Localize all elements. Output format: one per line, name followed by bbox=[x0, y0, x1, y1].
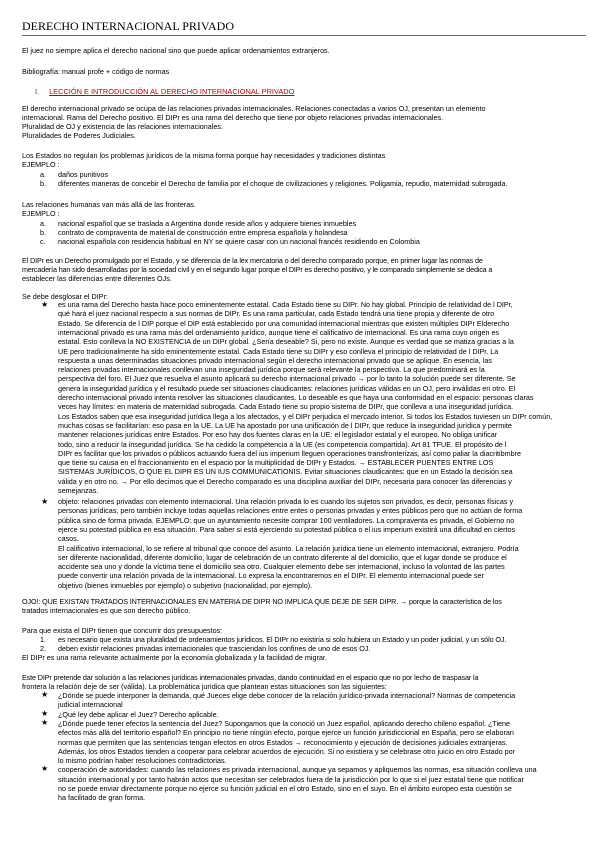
paragraph-line: ser diferente nacionalidad, diferente domicilio, lugar de celebración de un contrato diferente al del domicilio, que el lugar donde se produce el bbox=[58, 552, 507, 562]
star-bullet-icon: ★ bbox=[41, 690, 49, 699]
paragraph-line: El derecho internacional privado se ocupa de las relaciones privadas internacionales. Relaciones conectadas a varios OJ, presentan un elemento bbox=[22, 104, 486, 113]
paragraph-line: Estado. Se diferencia de l DIP porque el DIP está establecido por una comunidad internacional mientras que existen múltiples DIPr Elderecho bbox=[58, 318, 510, 328]
paragraph-line: casos. bbox=[58, 534, 79, 544]
paragraph-line: mantener relaciones jurídicas entre Estados. Por eso hay dos fuentes claras en la UE: el legislador estatal y el europeo. No obliga unificar bbox=[58, 430, 498, 440]
list-item: es necesario que exista una pluralidad de ordenamientos jurídicos. El DIPr no existiría si solo hubiera un Estado y un poder judicial, y un sólo OJ. bbox=[58, 635, 507, 644]
paragraph-line: Este DIPr pretende dar solución a las relaciones jurídicas internacionales privadas, dando continuidad en el espacio que no por lecho de traspasar la bbox=[22, 673, 479, 682]
section-title: LECCIÓN E INTRODUCCIÓN AL DERECHO INTERNACIONAL PRIVADO bbox=[49, 87, 295, 96]
paragraph-line: tratados internacionales es que son derecho público. bbox=[22, 606, 191, 615]
list-item: daños punitivos bbox=[58, 170, 108, 179]
paragraph-line: genera la inseguridad jurídica y el resultado puede ser situaciones claudicantes: relaciones jurídicas válidas en un OJ, pero inválidas en otro. El bbox=[58, 383, 516, 393]
paragraph-line: qué hará el juez nacional respecto a sus normas de DIPr. Es una rama particular, cada Estado tendrá una tiene propia y diferente de otro bbox=[58, 309, 495, 319]
list-item: ¿Dónde puede tener efectos la sentencia del Juez? Supongamos que la conoció un Juez español, aplicando derecho chileno español. ¿Tiene bbox=[58, 718, 511, 728]
paragraph-line: perspectiva del foro. El Juez que resuelva el asunto aplicará su derecho internacional privado → por lo tanto la solución puede ser diferente. Se bbox=[58, 374, 516, 384]
list-marker: a. bbox=[40, 170, 46, 179]
paragraph-line: internacional. Rama del Derecho positivo. El DIPr es una rama del derecho que tiene por objeto relaciones privadas internacionales. bbox=[22, 113, 444, 122]
paragraph-line: veces hay límites: en materia de maternidad subrogada. Cada Estado tiene su propio sistema de DIPr, que conlleva a una inseguridad jurídica. bbox=[58, 402, 514, 412]
list-item: no se puede enviar directamente porque no ejerce su función judicial en el otro Estado, sino en el suyo. En el ámbito europeo esta cuestión se bbox=[58, 784, 512, 793]
paragraph-line: objetivo (bienes inmuebles por ejemplo) o subjetivo (nacionalidad, por ejemplo). bbox=[58, 580, 313, 590]
list-marker: 2. bbox=[40, 644, 46, 653]
paragraph-line: respuesta a unas determinadas situaciones privado internacional según el derecho internacional privado que se aplique. En esencia, las bbox=[58, 355, 492, 365]
list-marker: c. bbox=[40, 237, 46, 246]
star-bullet-icon: ★ bbox=[41, 717, 49, 727]
list-item: nacional español que se traslada a Argentina donde reside años y adquiere bienes inmuebles bbox=[58, 219, 357, 228]
example-label: EJEMPLO : bbox=[22, 160, 60, 169]
title-underline bbox=[22, 35, 586, 36]
list-marker: 1. bbox=[40, 635, 46, 644]
list-item: ha facilitado de gran forma. bbox=[58, 793, 146, 803]
paragraph-line: internacional privado es una rama más del ordenamiento jurídico, aunque tiene el calificativo de internacional. Es una rama cuyo origen es bbox=[58, 327, 500, 337]
bibliography-line: Bibliografía: manual profe + código de normas bbox=[22, 67, 170, 76]
intro-paragraph: El juez no siempre aplica el derecho nacional sino que puede aplicar ordenamientos extranjeros. bbox=[22, 46, 330, 55]
paragraph-line: mercadería han sido desarrolladas por la sociedad civil y en el segundo lugar porque el DIPr es derecho positivo, y le comparado simplemente se dedica a bbox=[22, 265, 493, 274]
list-item: normas que permiten que las sentencias tengan efectos en otros Estados → reconocimiento y ejecución de decisiones judiciales extranjeras. bbox=[58, 737, 508, 747]
list-item: situación internacional y por tanto habrán actos que necesitan ser celebrados fuera de la jurisdicción por lo que si el juez estatal tiene que notificar bbox=[58, 774, 524, 784]
paragraph-line: El DIPr es una rama relevante actualmente por la economía globalizada y la facilidad de migrar. bbox=[22, 653, 327, 662]
paragraph-line: puede convertir una relación privada de la internacional. Lo expresa la encontraremos en el DIPr. El elemento internacional puede ser bbox=[58, 571, 484, 581]
paragraph-line: DIPr es facilitar que los privados o públicos actuando fuera del ius imperium lleguen operaciones transfronterizas, así como paliar la diacritibmbre bbox=[58, 448, 522, 458]
star-bullet-icon: ★ bbox=[41, 300, 49, 309]
list-marker: a. bbox=[40, 219, 46, 228]
paragraph-line: accidente sea uno y donde la víctima tiene el domicilio sea otro. Cualquier elemento debe ser internacional, incluso la voluntad de las partes bbox=[58, 562, 505, 572]
paragraph-line: El DIPr es un Derecho promulgado por el Estado, y se diferencia de la lex mercatoria o del derecho comparado porque, en primer lugar las normas de bbox=[22, 256, 483, 265]
star-bullet-icon: ★ bbox=[41, 708, 49, 718]
star-bullet-icon: ★ bbox=[41, 764, 49, 774]
paragraph-line: Los Estados saben que esa inseguridad jurídica llega a los afectados, y el DIPr perjudica el mercado interior. Si todos los Estados tuviesen un DIPr común, bbox=[58, 411, 553, 421]
paragraph-line: que tiene su causa en el fraccionamiento en el espacio por la multiplicidad de DIPr y Estados. → ESTABLECER PUENTES ENTRE LOS bbox=[58, 458, 494, 468]
paragraph-line: Los Estados no regulan los problemas jurídicos de la misma forma porque hay necesidades y tradiciones distintas bbox=[22, 151, 386, 160]
list-item: judicial internacional bbox=[58, 700, 123, 710]
list-item: cooperación de autoridades: cuando las relaciones es privada internacional, aunque ya sepamos y apliquemos las normas, esa situación conlleva una bbox=[58, 765, 537, 775]
list-item: efectos más allá del territorio español? En principio no tiene ningún efecto, porque ejerce un función jurisdiccional en España, pero se elaboran bbox=[58, 728, 514, 738]
paragraph-line: Las relaciones humanas van más allá de las fronteras. bbox=[22, 200, 196, 209]
paragraph-line: válida y en otro no. → Por ello decimos que el Derecho comparado es una disciplina auxiliar del DIPr, necesaria para conocer las diferencias y bbox=[58, 476, 512, 486]
list-item: deben existir relaciones privadas internacionales que trasciendan los confines de uno de esos OJ. bbox=[58, 644, 371, 653]
paragraph-line: Se debe desglosar el DIPr: bbox=[22, 292, 108, 301]
paragraph-line: muchas cosas se facilitarían: eso pasa en la UE. La UE ha apostado por una unificación de l DIPr, que reduce la inseguridad jurídica y permite bbox=[58, 420, 512, 430]
paragraph-line: relaciones privadas internacionales conllevan una inseguridad jurídica porque será relevante la perspectiva. La que predominará es la bbox=[58, 365, 485, 375]
example-label: EJEMPLO : bbox=[22, 209, 60, 218]
paragraph-line: ejerce su potestad pública en esa situación. Para saber si está ejerciendo su potestad pública o el ius imperium existirá una dificultad en ciertos bbox=[58, 524, 516, 534]
paragraph-line: es una rama del Derecho hasta hace poco eminentemente estatal. Cada Estado tiene su DIPr. No hay global. Principio de relatividad de l DIPr, bbox=[58, 300, 513, 309]
list-item: ¿Dónde se puede interponer la demanda, qué Jueces elige debe conocer de la relación jurídico-privada internacional? Normas de competencia bbox=[58, 691, 516, 700]
paragraph-line: OJO!: QUE EXISTAN TRATADOS INTERNACIONALES EN MATERIA DE DIPR NO IMPLICA QUE DEJE DE SER DIPR. → porque la característica de los bbox=[22, 597, 502, 606]
paragraph-line: Pluralidad de OJ y existencia de las relaciones internacionales. bbox=[22, 122, 223, 131]
paragraph-line: derecho internacional privado intenta resolver las situaciones claudicantes. Lo deseable es que haya una conformidad en el espacio: personas claras bbox=[58, 393, 534, 402]
paragraph-line: pública sino de forma privada. EJEMPLO: que un ayuntamiento necesite comprar 100 ventiladores. La compraventa es privada, el Gobierno no bbox=[58, 515, 515, 525]
paragraph-line: establecer las diferencias entre diferentes OJs. bbox=[22, 274, 172, 283]
paragraph-line: Pluralidades de Poderes Judiciales. bbox=[22, 131, 136, 140]
list-item: Además, los otros Estados tienden a cooperar para celebrar acuerdos de ejecución. Si no existiera y se celebrase otro juicio en otro Estado por bbox=[58, 746, 516, 756]
list-item: contrato de compraventa de material de construcción entre empresa española y holandesa bbox=[58, 228, 348, 237]
paragraph-line: UE pero tradicionalmente ha sido eminentemente estatal. Cada Estado tiene su DIPr y eso conlleva el principio de relatividad de l DIPr. La bbox=[58, 346, 499, 356]
list-marker: b. bbox=[40, 228, 46, 237]
document-title: DERECHO INTERNACIONAL PRIVADO bbox=[22, 19, 234, 33]
paragraph-line: frontera la relación deje de ser (válida). La problemática jurídica que plantean estas situaciones son las siguientes: bbox=[22, 682, 387, 691]
paragraph-line: Para que exista el DIPr tienen que concurrir dos presupuestos: bbox=[22, 626, 223, 635]
section-number: I. bbox=[35, 87, 40, 96]
star-bullet-icon: ★ bbox=[41, 497, 49, 506]
paragraph-line: semejanzas. bbox=[58, 486, 99, 495]
section-heading bbox=[35, 87, 294, 96]
list-item: ¿Qué ley debe aplicar el Juez? Derecho aplicable. bbox=[58, 709, 219, 719]
paragraph-line: El calificativo internacional, lo se refiere al tribunal que conoce del asunto. La relación jurídica tiene un elemento internacional, extranjero. Podría bbox=[58, 543, 519, 553]
list-marker: b. bbox=[40, 179, 46, 188]
paragraph-line: objeto: relaciones privadas con elemento internacional. Una relación privada lo es cuando los sujetos son privados, es decir, personas físicas y bbox=[58, 497, 514, 506]
list-item: lo mismo podrían haber resoluciones contradictorias. bbox=[58, 756, 227, 766]
paragraph-line: SISTEMAS JURÍDICOS, O QUE EL DIPR ES UN IUS COMMUNICATIONIS. Evitar situaciones claudicantes: que en un Estado la decisión sea bbox=[58, 467, 513, 477]
paragraph-line: estatal. Esto conlleva la NO EXISTENCIA de un DIPr global. ¿Sería deseable? Si, pero no existe. Aunque es verdad que se matiza gracias a la bbox=[58, 337, 514, 347]
list-item: diferentes maneras de concebir el Derecho de familia por el choque de civilizaciones y religiones. Poligamia, repudio, maternidad subrogada. bbox=[58, 179, 508, 188]
paragraph-line: personas jurídicas, pero también incluye todas aquellas relaciones entre entes o personas privadas y entes públicos pero que no actúan de forma bbox=[58, 506, 523, 516]
list-item: nacional española con residencia habitual en NY se quiere casar con un nacional francés residiendo en Colombia bbox=[58, 237, 420, 246]
paragraph-line: todo, sino a reducir la inseguridad jurídica. Se ha cedido la competencia a la UE (es competencia compartida). Art 81 TFUE. El propósito de l bbox=[58, 439, 507, 449]
